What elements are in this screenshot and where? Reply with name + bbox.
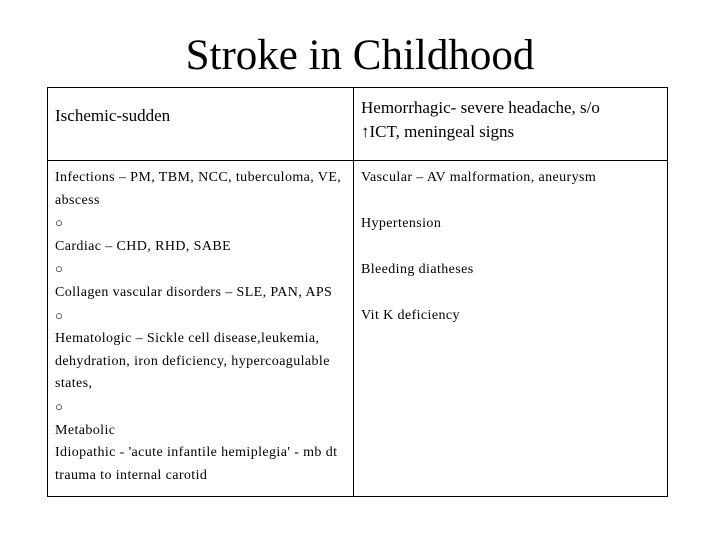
ischemic-item-collagen: Collagen vascular disorders – SLE, PAN, APS xyxy=(55,284,333,300)
ischemic-causes-cell xyxy=(48,161,354,497)
hemorrhagic-item-hypertension: Hypertension xyxy=(361,215,442,231)
hemorrhagic-heading-line2: ICT, meningeal signs xyxy=(369,122,515,141)
hemorrhagic-causes-cell xyxy=(354,161,668,497)
ischemic-heading-cell xyxy=(48,88,354,161)
hemorrhagic-item-vitk: Vit K deficiency xyxy=(361,307,460,323)
ischemic-item-metabolic: Metabolic xyxy=(55,422,116,438)
table-body-row xyxy=(48,161,668,497)
hemorrhagic-item-vascular: Vascular – AV malformation, aneurysm xyxy=(361,170,597,185)
ischemic-item-cardiac: Cardiac – CHD, RHD, SABE xyxy=(55,238,232,254)
bullet-icon: ○ xyxy=(55,307,64,323)
hemorrhagic-heading-line1: Hemorrhagic- severe headache, s/o xyxy=(361,98,600,117)
hemorrhagic-item-bleeding: Bleeding diatheses xyxy=(361,261,474,277)
ischemic-item-infections: Infections – PM, TBM, NCC, tuberculoma, VE, abscess xyxy=(55,170,342,208)
hemorrhagic-heading-cell xyxy=(354,88,668,161)
bullet-icon: ○ xyxy=(55,398,64,414)
bullet-icon: ○ xyxy=(55,215,64,231)
ischemic-item-hematologic: Hematologic – Sickle cell disease,leukemia, dehydration, iron deficiency, hypercoagulable states, xyxy=(55,331,330,392)
up-arrow-icon: ↑ xyxy=(361,122,370,141)
ischemic-item-idiopathic: Idiopathic - 'acute infantile hemiplegia' - mb dt trauma to internal carotid xyxy=(55,445,338,483)
ischemic-heading: Ischemic-sudden xyxy=(55,106,171,125)
stroke-table xyxy=(47,87,668,497)
table-header-row xyxy=(48,88,668,161)
slide-title: Stroke in Childhood xyxy=(185,32,535,79)
bullet-icon: ○ xyxy=(55,261,64,277)
